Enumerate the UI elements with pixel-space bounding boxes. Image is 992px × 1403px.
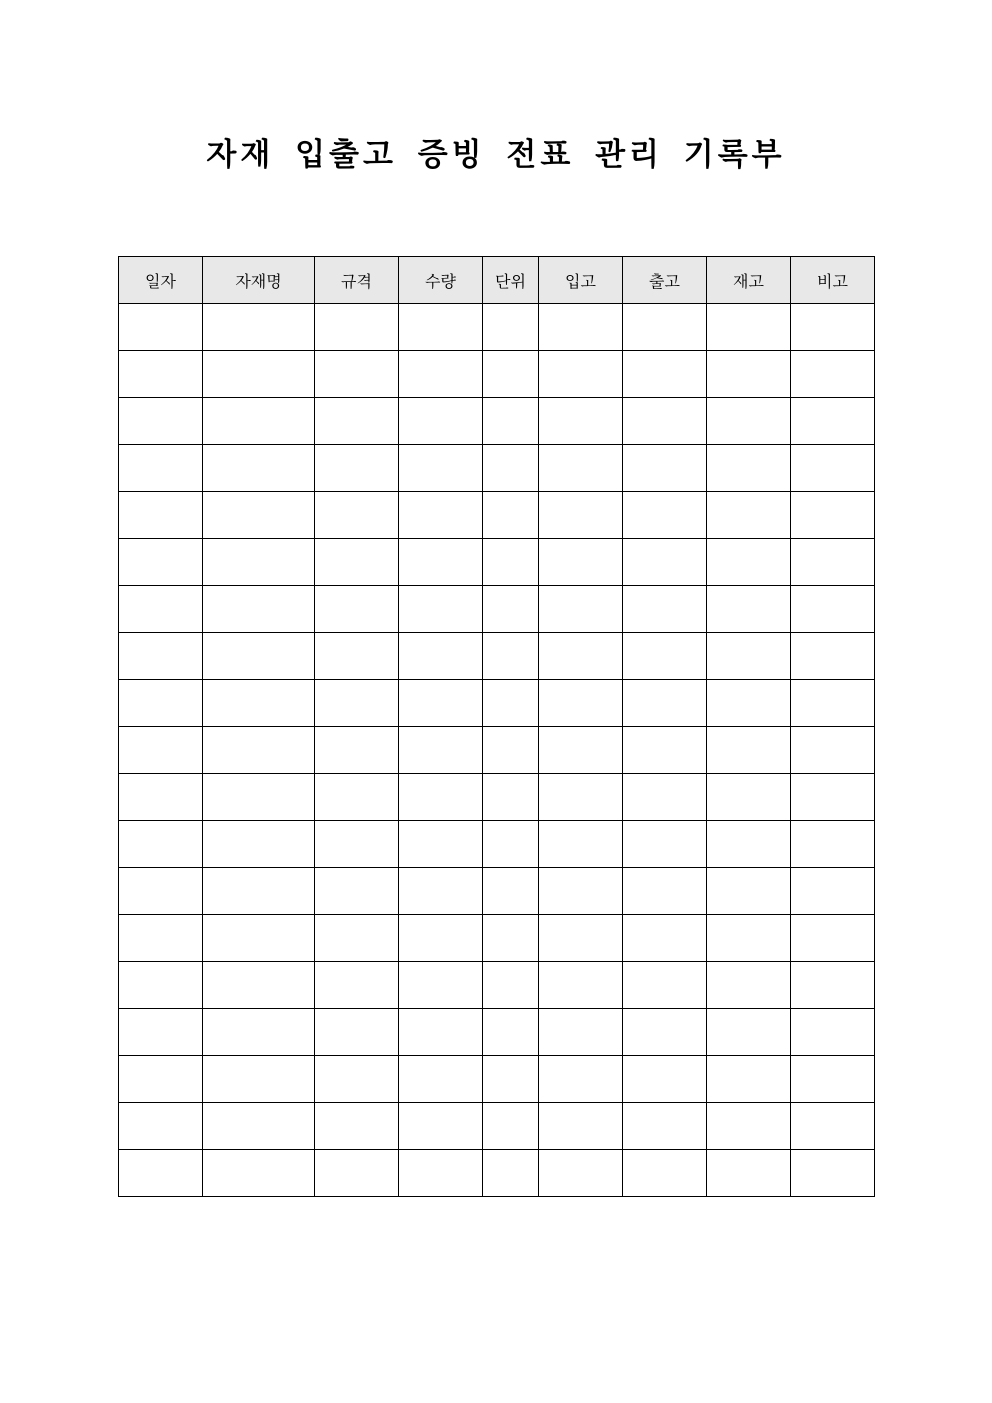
inbound-cell xyxy=(539,351,623,398)
unit-cell xyxy=(483,351,539,398)
material-name-cell xyxy=(203,539,315,586)
remarks-cell xyxy=(791,868,875,915)
stock-cell xyxy=(707,304,791,351)
outbound-cell xyxy=(623,774,707,821)
outbound-cell xyxy=(623,351,707,398)
date-cell xyxy=(119,586,203,633)
table-row xyxy=(119,492,875,539)
unit-cell xyxy=(483,492,539,539)
inbound-cell xyxy=(539,774,623,821)
column-header-outbound: 출고 xyxy=(623,257,707,304)
quantity-cell xyxy=(399,492,483,539)
column-header-stock: 재고 xyxy=(707,257,791,304)
specification-cell xyxy=(315,398,399,445)
inbound-cell xyxy=(539,727,623,774)
specification-cell xyxy=(315,351,399,398)
inbound-cell xyxy=(539,868,623,915)
specification-cell xyxy=(315,1150,399,1197)
column-header-specification: 규격 xyxy=(315,257,399,304)
table-row xyxy=(119,774,875,821)
table-row xyxy=(119,398,875,445)
stock-cell xyxy=(707,586,791,633)
inbound-cell xyxy=(539,445,623,492)
remarks-cell xyxy=(791,492,875,539)
material-name-cell xyxy=(203,1009,315,1056)
date-cell xyxy=(119,774,203,821)
table-row xyxy=(119,539,875,586)
specification-cell xyxy=(315,1009,399,1056)
table-row xyxy=(119,633,875,680)
column-header-unit: 단위 xyxy=(483,257,539,304)
table-row xyxy=(119,1056,875,1103)
inbound-cell xyxy=(539,680,623,727)
remarks-cell xyxy=(791,727,875,774)
quantity-cell xyxy=(399,821,483,868)
remarks-cell xyxy=(791,962,875,1009)
inbound-cell xyxy=(539,821,623,868)
date-cell xyxy=(119,1103,203,1150)
ledger-body xyxy=(119,304,875,1197)
quantity-cell xyxy=(399,1150,483,1197)
outbound-cell xyxy=(623,1150,707,1197)
table-row xyxy=(119,868,875,915)
stock-cell xyxy=(707,774,791,821)
outbound-cell xyxy=(623,727,707,774)
stock-cell xyxy=(707,633,791,680)
specification-cell xyxy=(315,680,399,727)
material-name-cell xyxy=(203,1150,315,1197)
remarks-cell xyxy=(791,351,875,398)
stock-cell xyxy=(707,445,791,492)
specification-cell xyxy=(315,774,399,821)
material-name-cell xyxy=(203,586,315,633)
stock-cell xyxy=(707,1150,791,1197)
remarks-cell xyxy=(791,1150,875,1197)
date-cell xyxy=(119,1056,203,1103)
unit-cell xyxy=(483,1150,539,1197)
material-name-cell xyxy=(203,1056,315,1103)
column-header-date: 일자 xyxy=(119,257,203,304)
remarks-cell xyxy=(791,1056,875,1103)
column-header-quantity: 수량 xyxy=(399,257,483,304)
outbound-cell xyxy=(623,680,707,727)
outbound-cell xyxy=(623,445,707,492)
specification-cell xyxy=(315,586,399,633)
unit-cell xyxy=(483,774,539,821)
inbound-cell xyxy=(539,1056,623,1103)
remarks-cell xyxy=(791,915,875,962)
specification-cell xyxy=(315,633,399,680)
quantity-cell xyxy=(399,304,483,351)
stock-cell xyxy=(707,398,791,445)
quantity-cell xyxy=(399,680,483,727)
material-name-cell xyxy=(203,304,315,351)
material-name-cell xyxy=(203,351,315,398)
material-name-cell xyxy=(203,445,315,492)
unit-cell xyxy=(483,915,539,962)
stock-cell xyxy=(707,868,791,915)
table-row xyxy=(119,962,875,1009)
material-name-cell xyxy=(203,398,315,445)
quantity-cell xyxy=(399,1056,483,1103)
stock-cell xyxy=(707,1056,791,1103)
header-row xyxy=(119,257,875,304)
unit-cell xyxy=(483,727,539,774)
date-cell xyxy=(119,539,203,586)
date-cell xyxy=(119,445,203,492)
date-cell xyxy=(119,868,203,915)
table-row xyxy=(119,821,875,868)
unit-cell xyxy=(483,1009,539,1056)
quantity-cell xyxy=(399,915,483,962)
column-header-material-name: 자재명 xyxy=(203,257,315,304)
material-name-cell xyxy=(203,868,315,915)
outbound-cell xyxy=(623,1009,707,1056)
outbound-cell xyxy=(623,304,707,351)
stock-cell xyxy=(707,680,791,727)
material-name-cell xyxy=(203,680,315,727)
stock-cell xyxy=(707,492,791,539)
table-row xyxy=(119,915,875,962)
inbound-cell xyxy=(539,962,623,1009)
table-row xyxy=(119,1009,875,1056)
unit-cell xyxy=(483,680,539,727)
outbound-cell xyxy=(623,1103,707,1150)
stock-cell xyxy=(707,351,791,398)
stock-cell xyxy=(707,962,791,1009)
remarks-cell xyxy=(791,821,875,868)
unit-cell xyxy=(483,586,539,633)
material-name-cell xyxy=(203,962,315,1009)
quantity-cell xyxy=(399,633,483,680)
material-name-cell xyxy=(203,727,315,774)
unit-cell xyxy=(483,304,539,351)
remarks-cell xyxy=(791,539,875,586)
unit-cell xyxy=(483,1103,539,1150)
remarks-cell xyxy=(791,1009,875,1056)
quantity-cell xyxy=(399,868,483,915)
outbound-cell xyxy=(623,1056,707,1103)
date-cell xyxy=(119,1150,203,1197)
specification-cell xyxy=(315,304,399,351)
quantity-cell xyxy=(399,398,483,445)
outbound-cell xyxy=(623,633,707,680)
outbound-cell xyxy=(623,868,707,915)
material-name-cell xyxy=(203,1103,315,1150)
inbound-cell xyxy=(539,1103,623,1150)
date-cell xyxy=(119,304,203,351)
table-row xyxy=(119,680,875,727)
inbound-cell xyxy=(539,586,623,633)
inbound-cell xyxy=(539,633,623,680)
material-name-cell xyxy=(203,915,315,962)
outbound-cell xyxy=(623,915,707,962)
remarks-cell xyxy=(791,680,875,727)
date-cell xyxy=(119,1009,203,1056)
outbound-cell xyxy=(623,821,707,868)
table-row xyxy=(119,727,875,774)
table-row xyxy=(119,445,875,492)
material-name-cell xyxy=(203,492,315,539)
unit-cell xyxy=(483,633,539,680)
inbound-cell xyxy=(539,398,623,445)
unit-cell xyxy=(483,1056,539,1103)
date-cell xyxy=(119,915,203,962)
table-row xyxy=(119,586,875,633)
remarks-cell xyxy=(791,633,875,680)
specification-cell xyxy=(315,868,399,915)
material-name-cell xyxy=(203,633,315,680)
stock-cell xyxy=(707,539,791,586)
date-cell xyxy=(119,398,203,445)
outbound-cell xyxy=(623,398,707,445)
unit-cell xyxy=(483,445,539,492)
stock-cell xyxy=(707,727,791,774)
inbound-cell xyxy=(539,304,623,351)
date-cell xyxy=(119,821,203,868)
page-title: 자재 입출고 증빙 전표 관리 기록부 xyxy=(206,137,786,173)
quantity-cell xyxy=(399,727,483,774)
specification-cell xyxy=(315,445,399,492)
table-row xyxy=(119,351,875,398)
outbound-cell xyxy=(623,962,707,1009)
date-cell xyxy=(119,633,203,680)
quantity-cell xyxy=(399,586,483,633)
specification-cell xyxy=(315,727,399,774)
stock-cell xyxy=(707,915,791,962)
quantity-cell xyxy=(399,1009,483,1056)
specification-cell xyxy=(315,915,399,962)
remarks-cell xyxy=(791,304,875,351)
inbound-cell xyxy=(539,915,623,962)
stock-cell xyxy=(707,1009,791,1056)
outbound-cell xyxy=(623,586,707,633)
material-name-cell xyxy=(203,821,315,868)
quantity-cell xyxy=(399,774,483,821)
column-header-inbound: 입고 xyxy=(539,257,623,304)
quantity-cell xyxy=(399,962,483,1009)
date-cell xyxy=(119,962,203,1009)
unit-cell xyxy=(483,962,539,1009)
quantity-cell xyxy=(399,1103,483,1150)
inbound-cell xyxy=(539,1150,623,1197)
inbound-cell xyxy=(539,539,623,586)
date-cell xyxy=(119,492,203,539)
table-row xyxy=(119,1103,875,1150)
remarks-cell xyxy=(791,774,875,821)
date-cell xyxy=(119,727,203,774)
quantity-cell xyxy=(399,351,483,398)
material-name-cell xyxy=(203,774,315,821)
outbound-cell xyxy=(623,539,707,586)
table-row xyxy=(119,1150,875,1197)
date-cell xyxy=(119,351,203,398)
stock-cell xyxy=(707,1103,791,1150)
date-cell xyxy=(119,680,203,727)
table-row xyxy=(119,304,875,351)
inbound-cell xyxy=(539,1009,623,1056)
specification-cell xyxy=(315,1103,399,1150)
unit-cell xyxy=(483,398,539,445)
outbound-cell xyxy=(623,492,707,539)
stock-cell xyxy=(707,821,791,868)
remarks-cell xyxy=(791,1103,875,1150)
specification-cell xyxy=(315,821,399,868)
column-header-remarks: 비고 xyxy=(791,257,875,304)
unit-cell xyxy=(483,539,539,586)
remarks-cell xyxy=(791,586,875,633)
specification-cell xyxy=(315,1056,399,1103)
specification-cell xyxy=(315,539,399,586)
remarks-cell xyxy=(791,398,875,445)
inbound-cell xyxy=(539,492,623,539)
quantity-cell xyxy=(399,445,483,492)
specification-cell xyxy=(315,962,399,1009)
quantity-cell xyxy=(399,539,483,586)
specification-cell xyxy=(315,492,399,539)
remarks-cell xyxy=(791,445,875,492)
unit-cell xyxy=(483,821,539,868)
unit-cell xyxy=(483,868,539,915)
ledger-table xyxy=(118,256,875,1197)
